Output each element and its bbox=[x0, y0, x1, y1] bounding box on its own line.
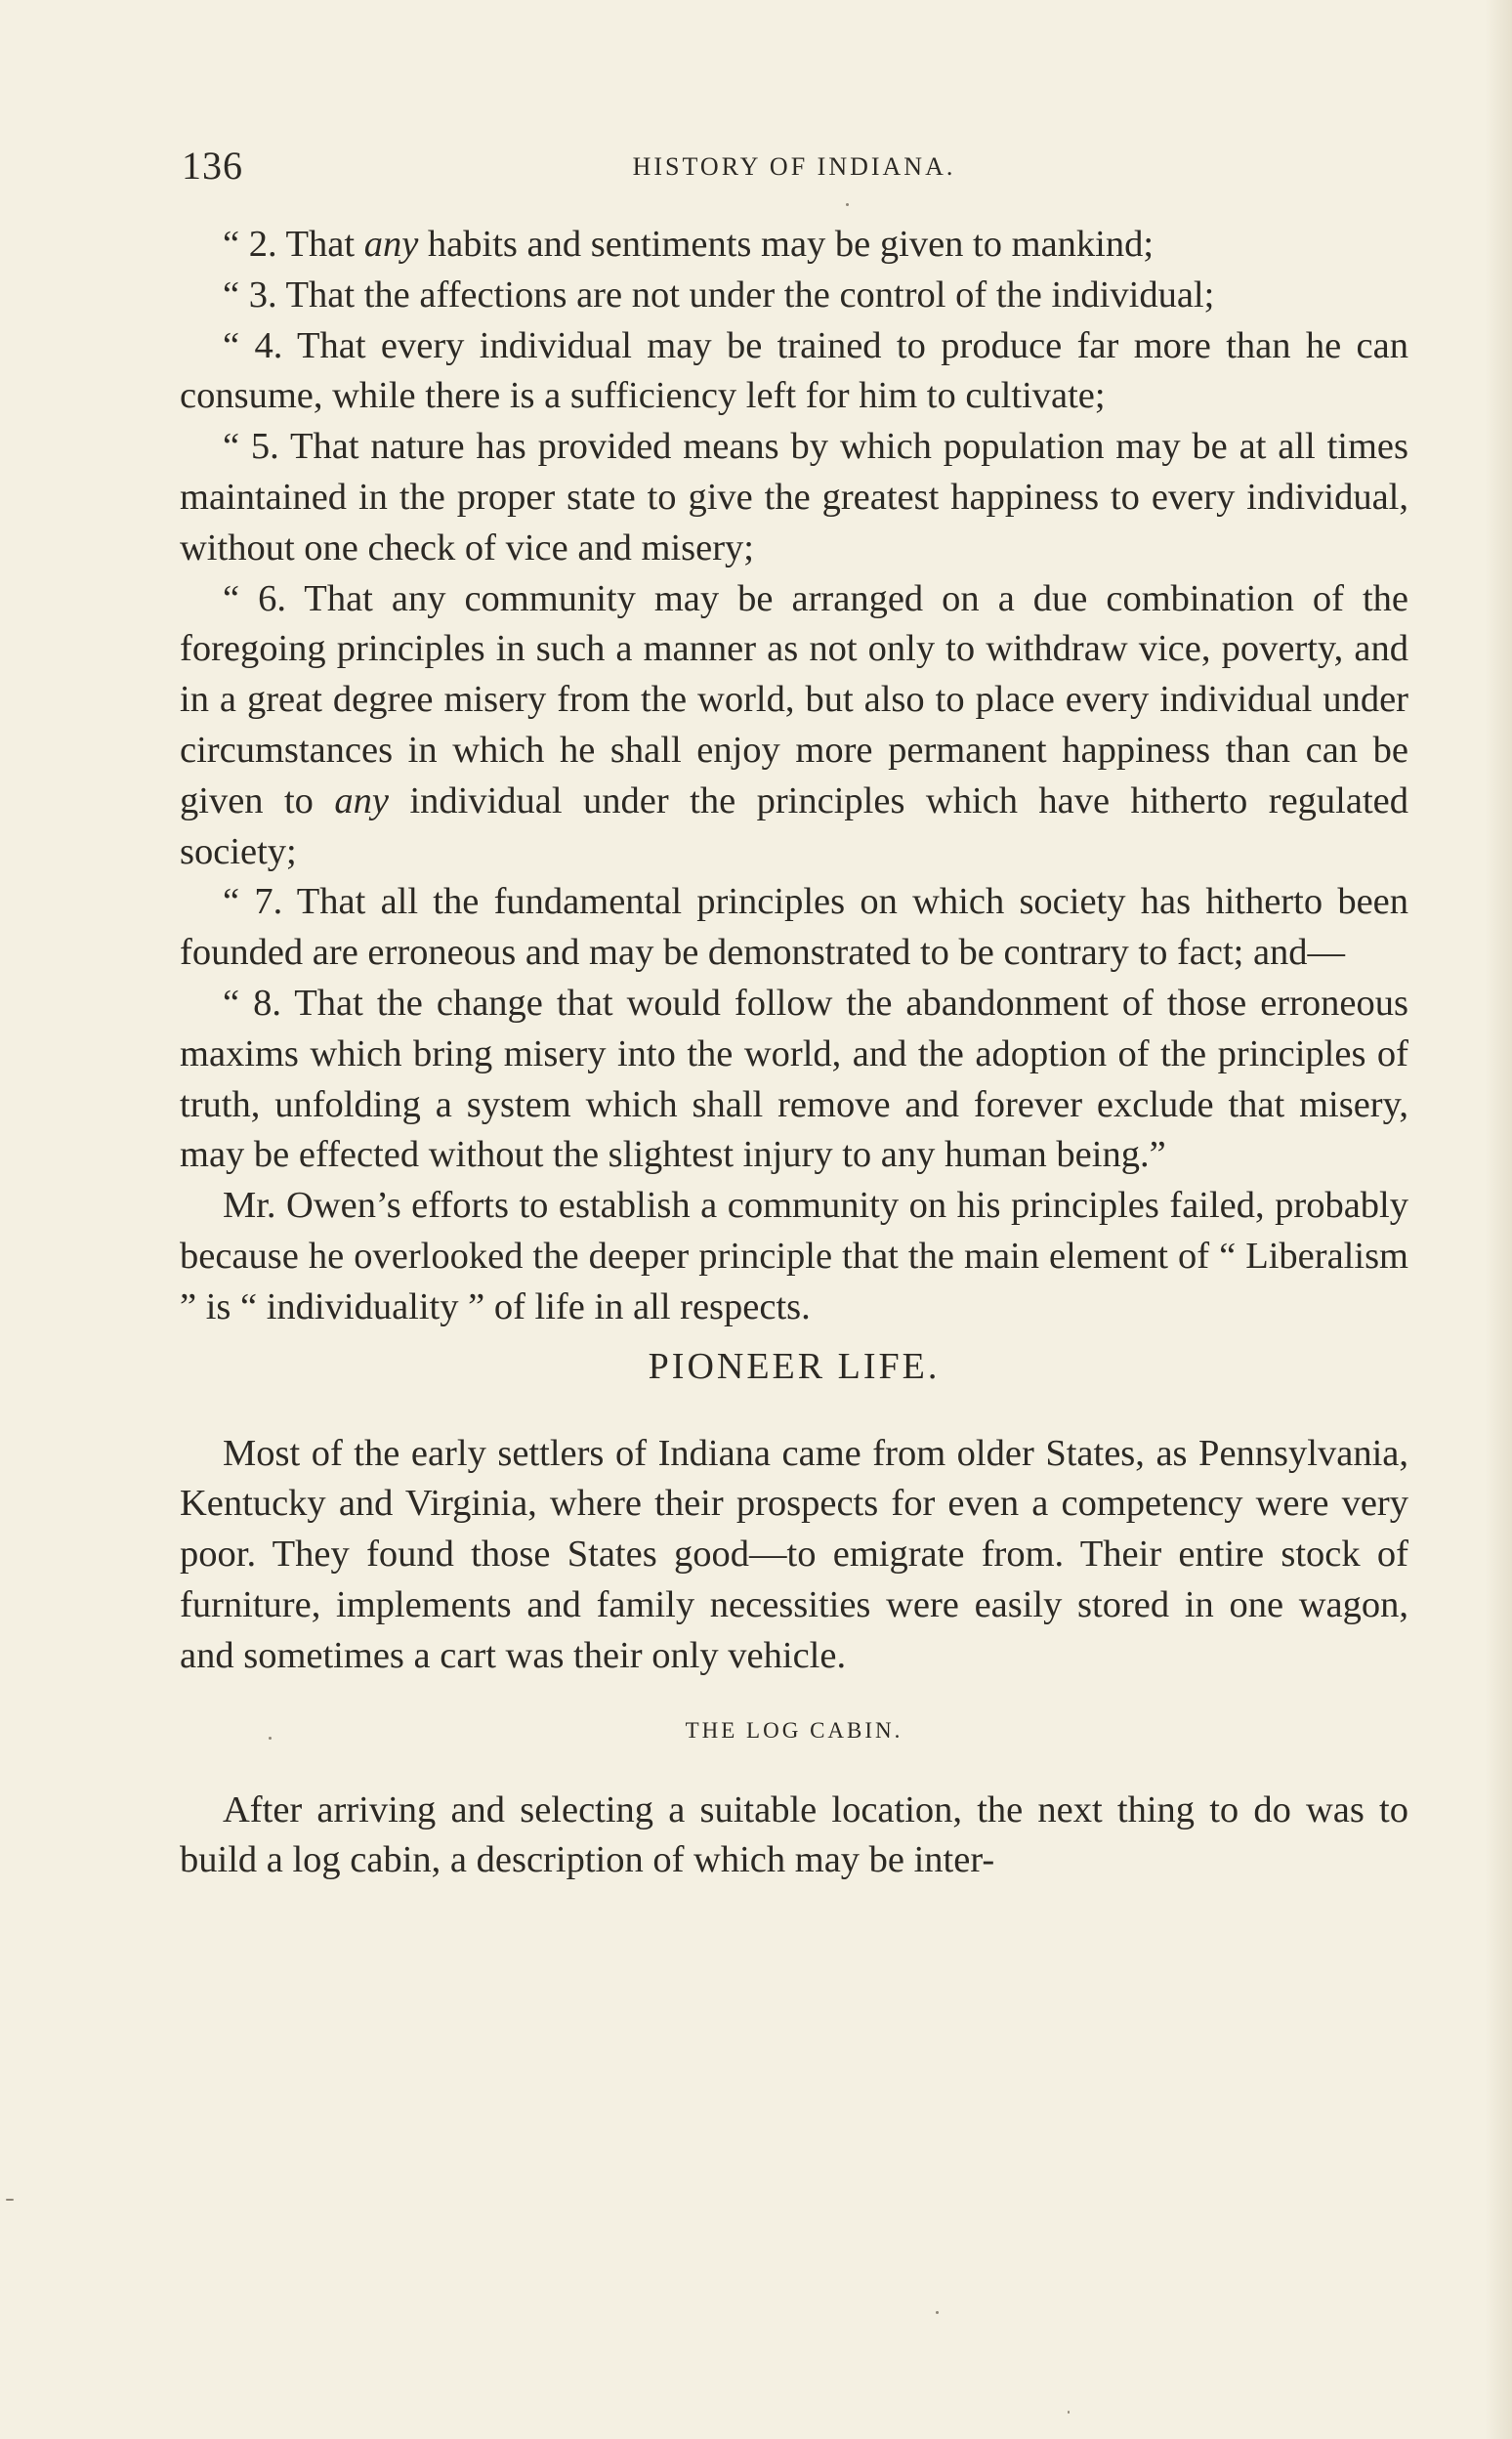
principle-3: “ 3. That the affections are not under the control of the individual; bbox=[223, 273, 1215, 315]
page-number: 136 bbox=[182, 144, 243, 188]
paper-speck bbox=[1068, 2411, 1070, 2414]
running-head: HISTORY OF INDIANA. bbox=[632, 152, 956, 181]
subheading-log-cabin: THE LOG CABIN. bbox=[685, 1717, 903, 1743]
paper-speck bbox=[846, 203, 849, 206]
settlers-paragraph: Most of the early settlers of Indiana came from older States, as Pennsylvania, Kentucky and Virginia, where their prospects for even a competency were very poor. They found those States good—to emigrate from. Their entire stock of furniture, implements and family necessities were easily stored in one wagon, and sometimes a cart was their only vehicle. bbox=[180, 1432, 1408, 1676]
page-body bbox=[180, 220, 1408, 1886]
principle-5: “ 5. That nature has provided means by which population may be at all times maintained in the proper state to give the greatest happiness to every individual, without one check of vice and misery; bbox=[180, 426, 1408, 568]
paper-speck bbox=[936, 2311, 939, 2314]
emphasis-any: any bbox=[363, 224, 419, 265]
cabin-paragraph: After arriving and selecting a suitable location, the next thing to do was to build a log cabin, a description of which may be inter- bbox=[180, 1788, 1408, 1881]
principle-7: “ 7. That all the fundamental principles on which society has hitherto been founded are erroneous and may be demonstrated to be contrary to fact; and— bbox=[180, 881, 1408, 974]
emphasis-any: any bbox=[334, 779, 389, 821]
paper-speck bbox=[6, 2199, 14, 2201]
page-edge-shadow bbox=[1485, 0, 1512, 2439]
owen-paragraph: Mr. Owen’s efforts to establish a community on his principles failed, probably because he overlooked the deeper principle that the main element of “ Liberalism ” is “ individuality ” of life in all respects. bbox=[180, 1185, 1408, 1327]
paper-speck bbox=[269, 1737, 272, 1740]
page-header bbox=[182, 143, 1407, 191]
section-heading-pioneer-life: PIONEER LIFE. bbox=[648, 1345, 941, 1387]
principle-4: “ 4. That every individual may be trained to produce far more than he can consume, while there is a sufficiency left for him to cultivate; bbox=[180, 324, 1408, 417]
principle-6: “ 6. That any community may be arranged on a due combination of the foregoing principles in such a manner as not only to withdraw vice, poverty, and in a great degree misery from the world, but also to place every individual under circumstances in which he shall enjoy more permanent happiness than can be given to any individual under the principles which have hitherto regulated society; bbox=[180, 577, 1408, 872]
principle-8: “ 8. That the change that would follow the abandonment of those erroneous maxims which bring misery into the world, and the adoption of the principles of truth, unfolding a system which shall remove and forever exclude that misery, may be effected without the slightest injury to any human being.” bbox=[180, 982, 1408, 1176]
principle-2: “ 2. That any habits and sentiments may be given to mankind; bbox=[223, 224, 1155, 265]
